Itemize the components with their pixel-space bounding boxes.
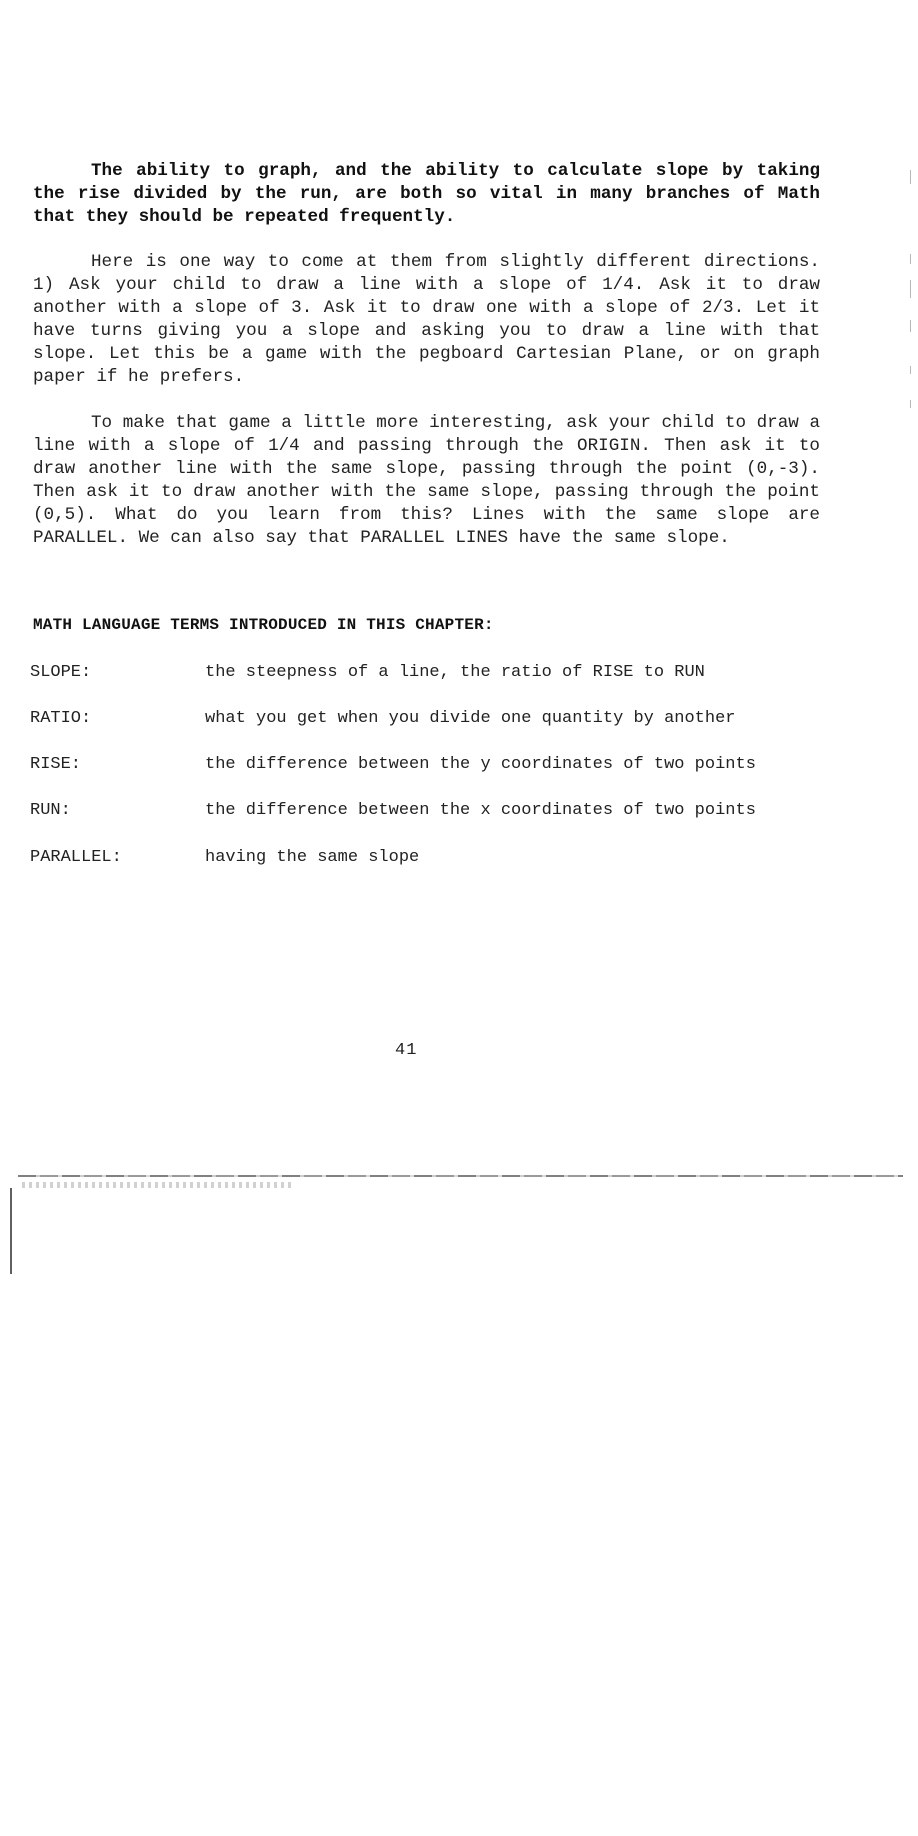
intro-paragraph (33, 160, 820, 229)
term-definition: the difference between the x coordinates of two points (205, 801, 756, 820)
term-label: RUN: (30, 801, 71, 820)
page-number: 41 (395, 1041, 418, 1060)
scan-artifact-margin-marks (910, 170, 912, 430)
term-label: RISE: (30, 755, 82, 774)
term-definition: the difference between the y coordinates of two points (205, 755, 756, 774)
directions-paragraph-text: Here is one way to come at them from slightly different directions. 1) Ask your child to draw a line with a slope of 1/4. Ask it to draw another with a slope of 3. Ask it to draw one with a slope of 2/3. Let it have turns giving you a slope and asking you to draw a line with that slope. Let this be a game with the pegboard Cartesian Plane, or on graph paper if he prefers. (33, 252, 820, 387)
term-label: RATIO: (30, 709, 92, 728)
directions-paragraph (33, 251, 820, 389)
parallel-paragraph (33, 412, 820, 550)
scan-artifact-margin-line (10, 1188, 12, 1274)
parallel-paragraph-text: To make that game a little more interesting, ask your child to draw a line with a slope of 1/4 and passing through the ORIGIN. Then ask it to draw another line with the same slope, passing through the point (0,-3). Then ask it to draw another with the same slope, passing through the point (0,5). What do you learn from this? Lines with the same slope are PARALLEL. We can also say that PARALLEL LINES have the same slope. (33, 413, 820, 548)
terms-heading: MATH LANGUAGE TERMS INTRODUCED IN THIS CHAPTER: (33, 616, 494, 634)
term-label: SLOPE: (30, 663, 92, 682)
term-definition: having the same slope (205, 848, 420, 867)
scan-artifact-rule (18, 1175, 903, 1177)
intro-paragraph-text: The ability to graph, and the ability to calculate slope by taking the rise divided by the run, are both so vital in many branches of Math that they should be repeated frequently. (33, 161, 820, 227)
term-definition: what you get when you divide one quantity by another (205, 709, 736, 728)
scan-artifact-speckle (22, 1182, 292, 1188)
term-label: PARALLEL: (30, 848, 122, 867)
term-definition: the steepness of a line, the ratio of RISE to RUN (205, 663, 705, 682)
